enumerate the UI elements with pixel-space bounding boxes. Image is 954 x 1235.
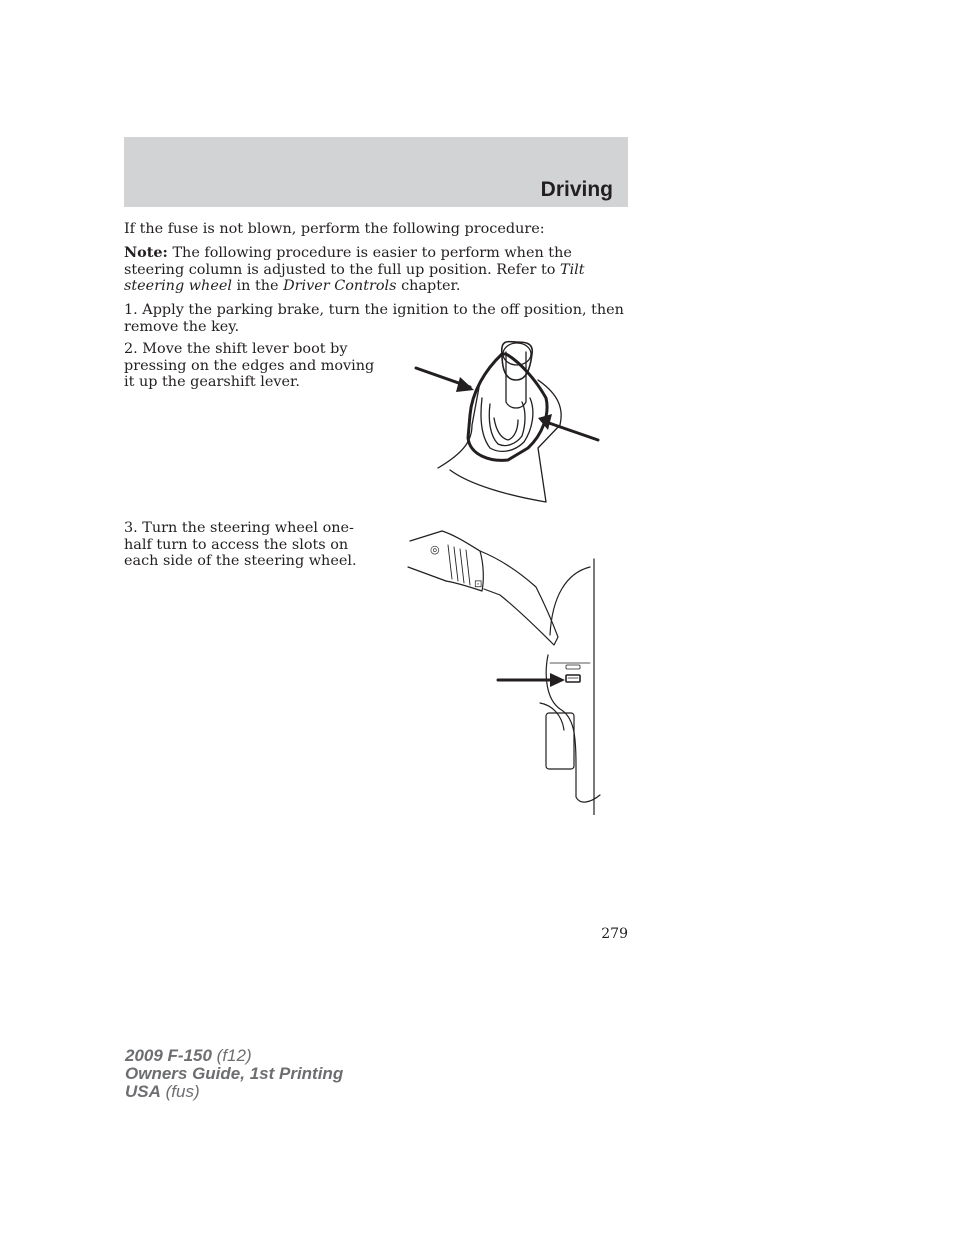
footer-guide-line: Owners Guide, 1st Printing: [125, 1064, 344, 1083]
note-text-after: chapter.: [396, 278, 461, 294]
intro-paragraph: If the fuse is not blown, perform the following procedure:: [124, 221, 545, 237]
tilt-steering-wheel-reference: Tilt steering wheel: [124, 261, 585, 294]
section-title: Driving: [540, 178, 613, 201]
driver-controls-reference: Driver Controls: [283, 278, 397, 294]
footer-region-code: (fus): [160, 1082, 200, 1101]
page-number: 279: [601, 926, 628, 942]
footer-model-line: [125, 1047, 343, 1065]
steering-column-slot-illustration: [400, 525, 615, 815]
footer-model-code: (f12): [211, 1046, 252, 1065]
note-text-middle: in the: [231, 278, 284, 294]
step-3: 3. Turn the steering wheel one-half turn to access the slots on each side of the steering wheel.: [124, 520, 357, 569]
footer: [125, 1047, 343, 1101]
svg-text:⊡: ⊡: [474, 579, 483, 590]
note-paragraph: [124, 245, 628, 295]
step-1: 1. Apply the parking brake, turn the ignition to the off position, then remove the key.: [124, 302, 624, 335]
footer-model: 2009 F-150: [125, 1046, 212, 1065]
step-2: 2. Move the shift lever boot by pressing on the edges and moving it up the gearshift lever.: [124, 341, 375, 390]
section-header: [124, 137, 628, 207]
footer-region: USA: [125, 1082, 161, 1101]
shift-lever-boot-illustration: [410, 340, 605, 505]
note-label: Note:: [124, 244, 168, 261]
note-text-before: The following procedure is easier to perform when the steering column is adjusted to the full up position. Refer to: [124, 245, 572, 278]
footer-region-line: [125, 1083, 343, 1101]
svg-text:◎: ◎: [430, 543, 440, 556]
